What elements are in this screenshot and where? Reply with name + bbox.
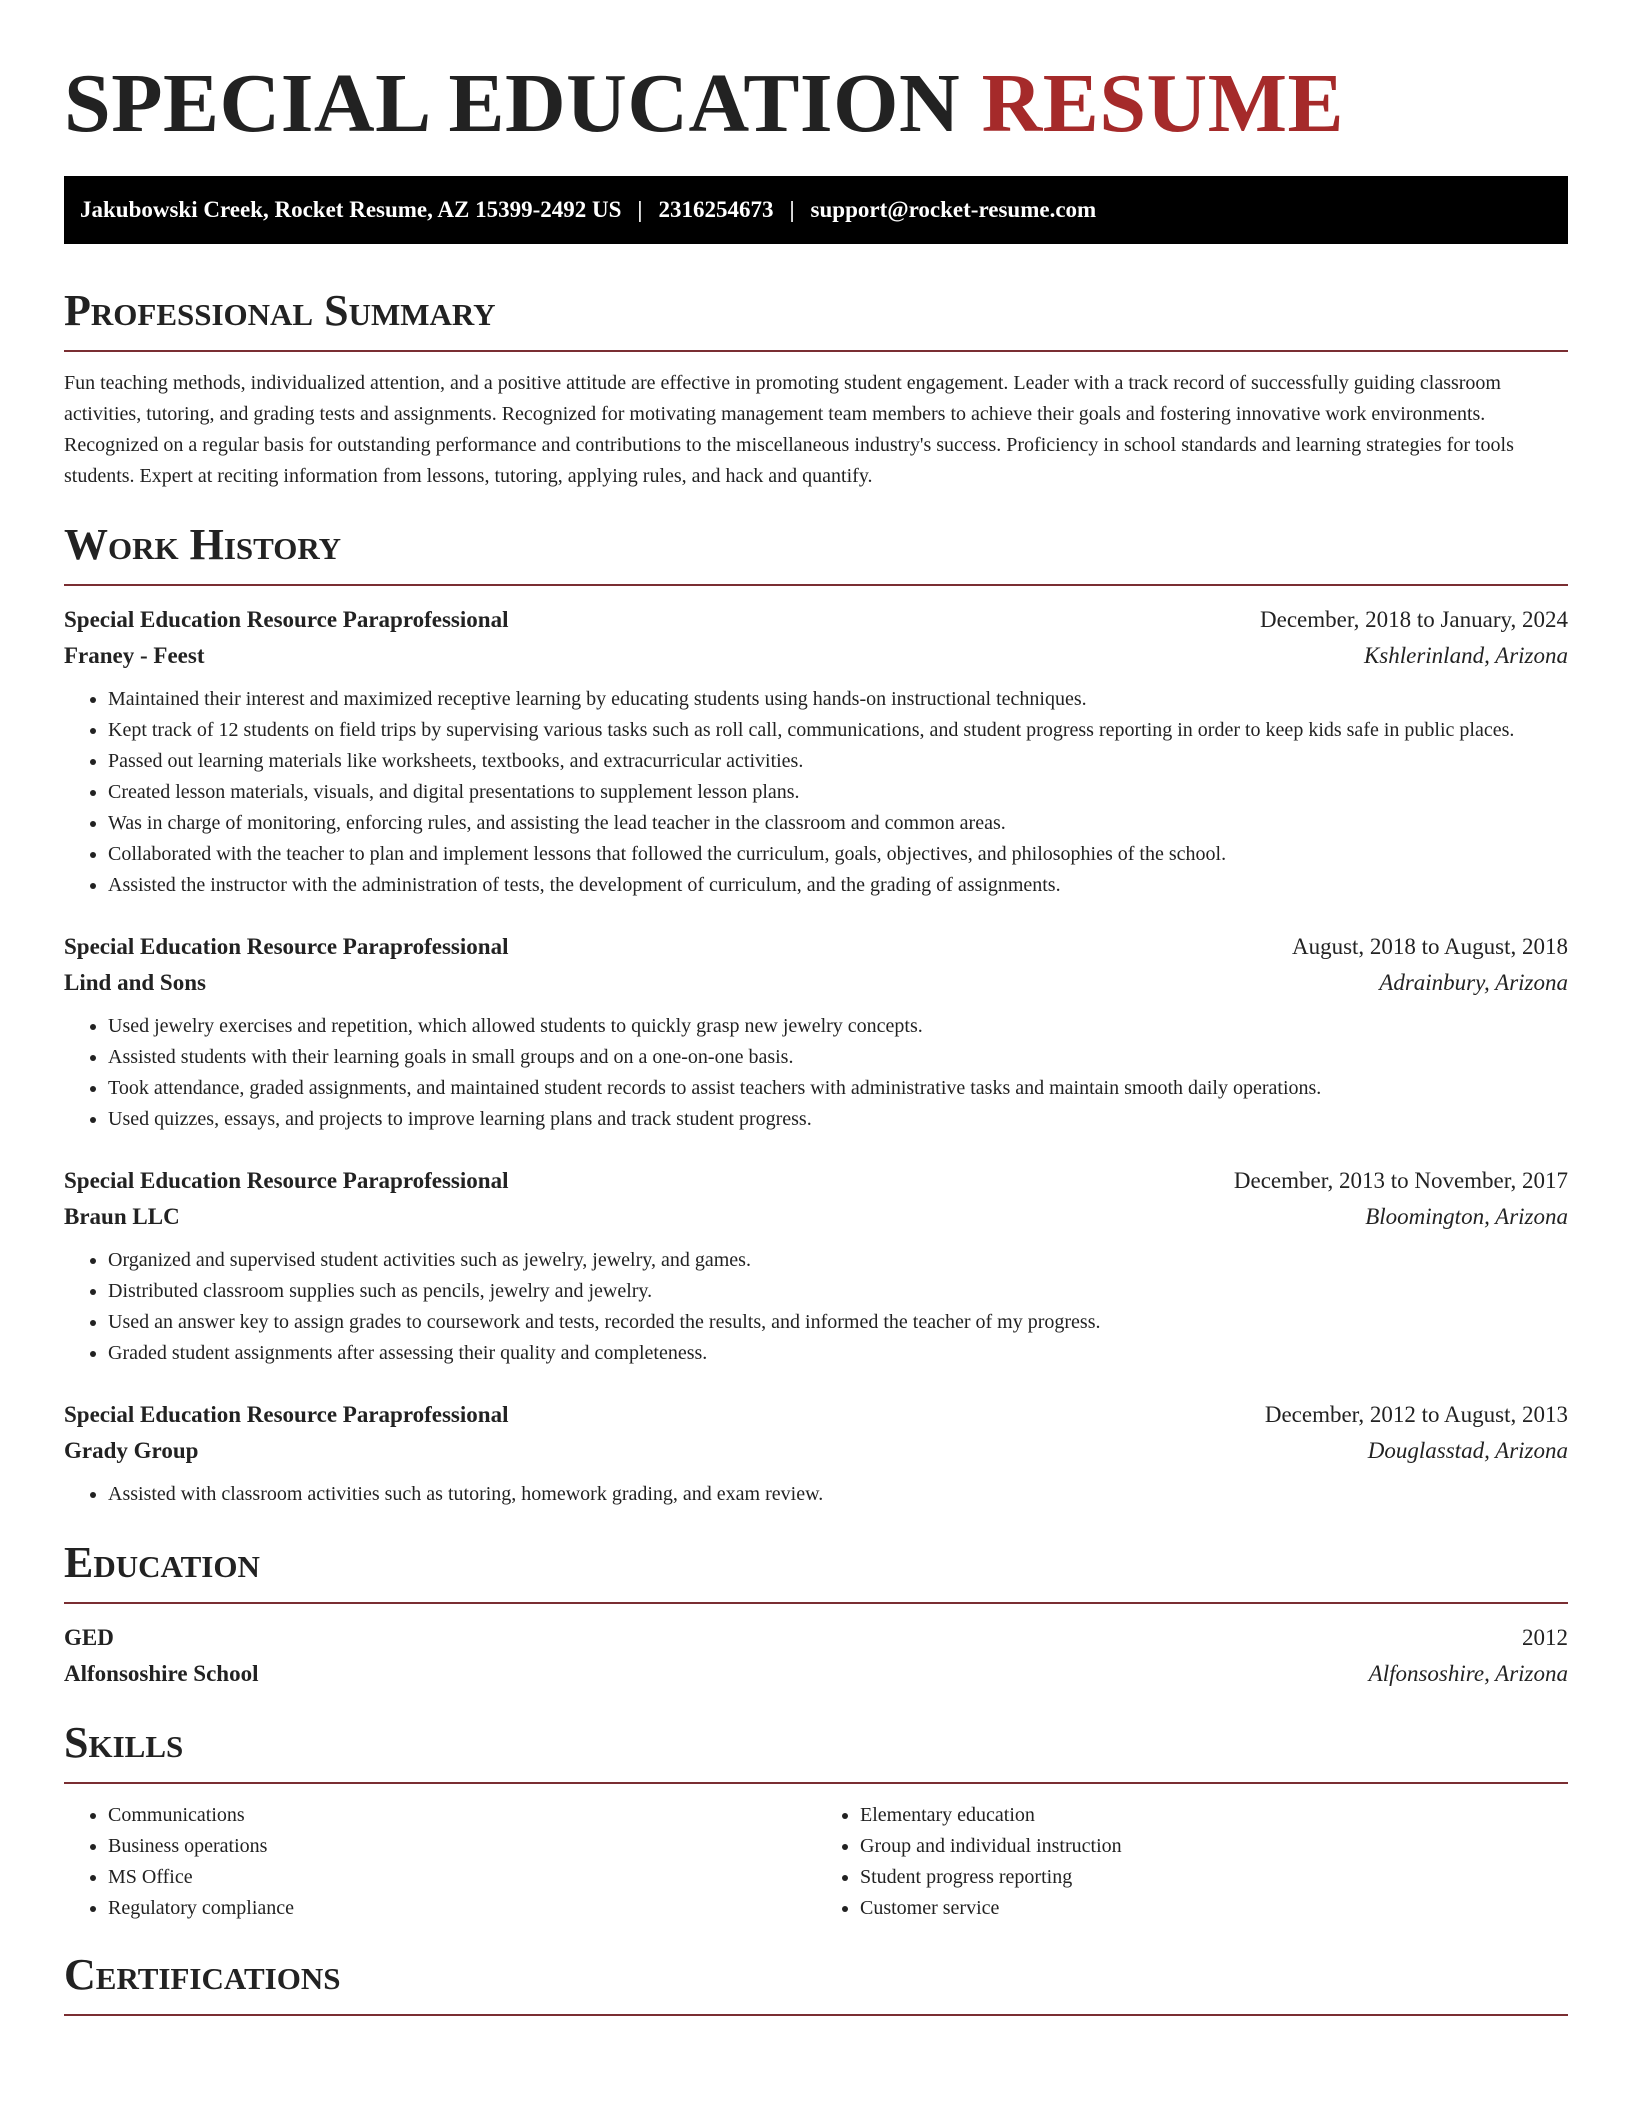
job-location: Adrainbury, Arizona xyxy=(1379,970,1568,995)
section-title: Professional Summary xyxy=(64,286,496,335)
job-dates: December, 2013 to November, 2017 xyxy=(1233,1168,1568,1193)
contact-separator: | xyxy=(789,197,795,222)
section-divider xyxy=(64,2014,1568,2016)
contact-phone: 2316254673 xyxy=(658,197,774,222)
job-company: Braun LLC xyxy=(64,1204,180,1229)
list-item: • Was in charge of monitoring, enforcing rules, and assisting the lead teacher in the classroom and common areas. xyxy=(108,808,1568,839)
section-title: Education xyxy=(64,1538,260,1587)
contact-address: Jakubowski Creek, Rocket Resume, AZ 15399-2492 US xyxy=(80,197,622,222)
job-entry xyxy=(64,929,1568,1135)
job-title: Special Education Resource Paraprofessional xyxy=(64,934,509,959)
job-title: Special Education Resource Paraprofessional xyxy=(64,1168,509,1193)
education-year: 2012 xyxy=(1522,1625,1568,1650)
job-location: Bloomington, Arizona xyxy=(1365,1204,1568,1229)
skills-section xyxy=(64,1718,1568,1924)
job-title: Special Education Resource Paraprofessional xyxy=(64,607,509,632)
list-item: • Regulatory compliance xyxy=(108,1893,816,1924)
education-school: Alfonsoshire School xyxy=(64,1661,259,1686)
job-company: Franey - Feest xyxy=(64,643,205,668)
section-title: Work History xyxy=(64,520,342,569)
education-location: Alfonsoshire, Arizona xyxy=(1368,1661,1568,1686)
job-company: Grady Group xyxy=(64,1438,199,1463)
list-item: • Maintained their interest and maximized receptive learning by educating students using hands-on instructional techniques. xyxy=(108,684,1568,715)
list-item: • Assisted the instructor with the administration of tests, the development of curriculum, and the grading of assignments. xyxy=(108,870,1568,901)
job-company: Lind and Sons xyxy=(64,970,206,995)
list-item: • Created lesson materials, visuals, and digital presentations to supplement lesson plans. xyxy=(108,777,1568,808)
section-title: Certifications xyxy=(64,1950,341,1999)
job-entry xyxy=(64,602,1568,901)
job-dates: August, 2018 to August, 2018 xyxy=(1291,934,1568,959)
work-history-section xyxy=(64,520,1568,1510)
contact-bar xyxy=(64,176,1568,244)
job-location: Kshlerinland, Arizona xyxy=(1363,643,1568,668)
list-item: • Group and individual instruction xyxy=(860,1831,1568,1862)
list-item: • Used jewelry exercises and repetition, which allowed students to quickly grasp new jewelry concepts. xyxy=(108,1011,1568,1042)
list-item: • Business operations xyxy=(108,1831,816,1862)
list-item: • Student progress reporting xyxy=(860,1862,1568,1893)
list-item: • Distributed classroom supplies such as pencils, jewelry and jewelry. xyxy=(108,1276,1568,1307)
job-duties xyxy=(64,684,1568,901)
skills-grid xyxy=(64,1800,1568,1924)
summary-text: Fun teaching methods, individualized attention, and a positive attitude are effective in promoting student engagement. Leader with a track record of successfully guiding classroom activities, tutoring, and grading tests and assignments. Recognized for motivating management team members to achieve their goals and fostering innovative work environments. Recognized on a regular basis for outstanding performance and contributions to the miscellaneous industry's success. Proficiency in school standards and learning strategies for tools students. Expert at reciting information from lessons, tutoring, applying rules, and hack and quantify. xyxy=(64,372,1514,487)
section-divider xyxy=(64,584,1568,586)
list-item: • Used an answer key to assign grades to coursework and tests, recorded the results, and informed the teacher of my progress. xyxy=(108,1307,1568,1338)
section-divider xyxy=(64,1782,1568,1784)
list-item: • Communications xyxy=(108,1800,816,1831)
list-item: • Passed out learning materials like worksheets, textbooks, and extracurricular activities. xyxy=(108,746,1568,777)
contact-separator: | xyxy=(637,197,643,222)
contact-email: support@rocket-resume.com xyxy=(810,197,1097,222)
list-item: • Elementary education xyxy=(860,1800,1568,1831)
job-duties xyxy=(64,1479,1568,1510)
list-item: • MS Office xyxy=(108,1862,816,1893)
job-location: Douglasstad, Arizona xyxy=(1367,1438,1568,1463)
skills-list-left xyxy=(64,1800,816,1924)
list-item: • Collaborated with the teacher to plan and implement lessons that followed the curriculum, goals, objectives, and philosophies of the school. xyxy=(108,839,1568,870)
job-duties xyxy=(64,1245,1568,1369)
title-accent: RESUME xyxy=(981,57,1345,150)
section-title: Skills xyxy=(64,1718,184,1767)
certifications-section xyxy=(64,1950,1568,2016)
list-item: • Graded student assignments after assessing their quality and completeness. xyxy=(108,1338,1568,1369)
job-dates: December, 2012 to August, 2013 xyxy=(1264,1402,1568,1427)
list-item: • Kept track of 12 students on field trips by supervising various tasks such as roll call, communications, and student progress reporting in order to keep kids safe in public places. xyxy=(108,715,1568,746)
list-item: • Assisted with classroom activities such as tutoring, homework grading, and exam review. xyxy=(108,1479,1568,1510)
section-divider xyxy=(64,1602,1568,1604)
list-item: • Assisted students with their learning goals in small groups and on a one-on-one basis. xyxy=(108,1042,1568,1073)
job-entry xyxy=(64,1163,1568,1369)
page-title xyxy=(64,56,1568,152)
section-divider xyxy=(64,350,1568,352)
list-item: • Took attendance, graded assignments, and maintained student records to assist teachers with administrative tasks and maintain smooth daily operations. xyxy=(108,1073,1568,1104)
job-entry xyxy=(64,1397,1568,1510)
education-section xyxy=(64,1538,1568,1692)
education-degree: GED xyxy=(64,1625,114,1650)
title-main: SPECIAL EDUCATION xyxy=(64,57,961,150)
job-dates: December, 2018 to January, 2024 xyxy=(1260,607,1568,632)
list-item: • Used quizzes, essays, and projects to improve learning plans and track student progress. xyxy=(108,1104,1568,1135)
list-item: • Customer service xyxy=(860,1893,1568,1924)
list-item: • Organized and supervised student activities such as jewelry, jewelry, and games. xyxy=(108,1245,1568,1276)
job-duties xyxy=(64,1011,1568,1135)
skills-list-right xyxy=(816,1800,1568,1924)
job-title: Special Education Resource Paraprofessional xyxy=(64,1402,509,1427)
professional-summary-section xyxy=(64,286,1568,492)
